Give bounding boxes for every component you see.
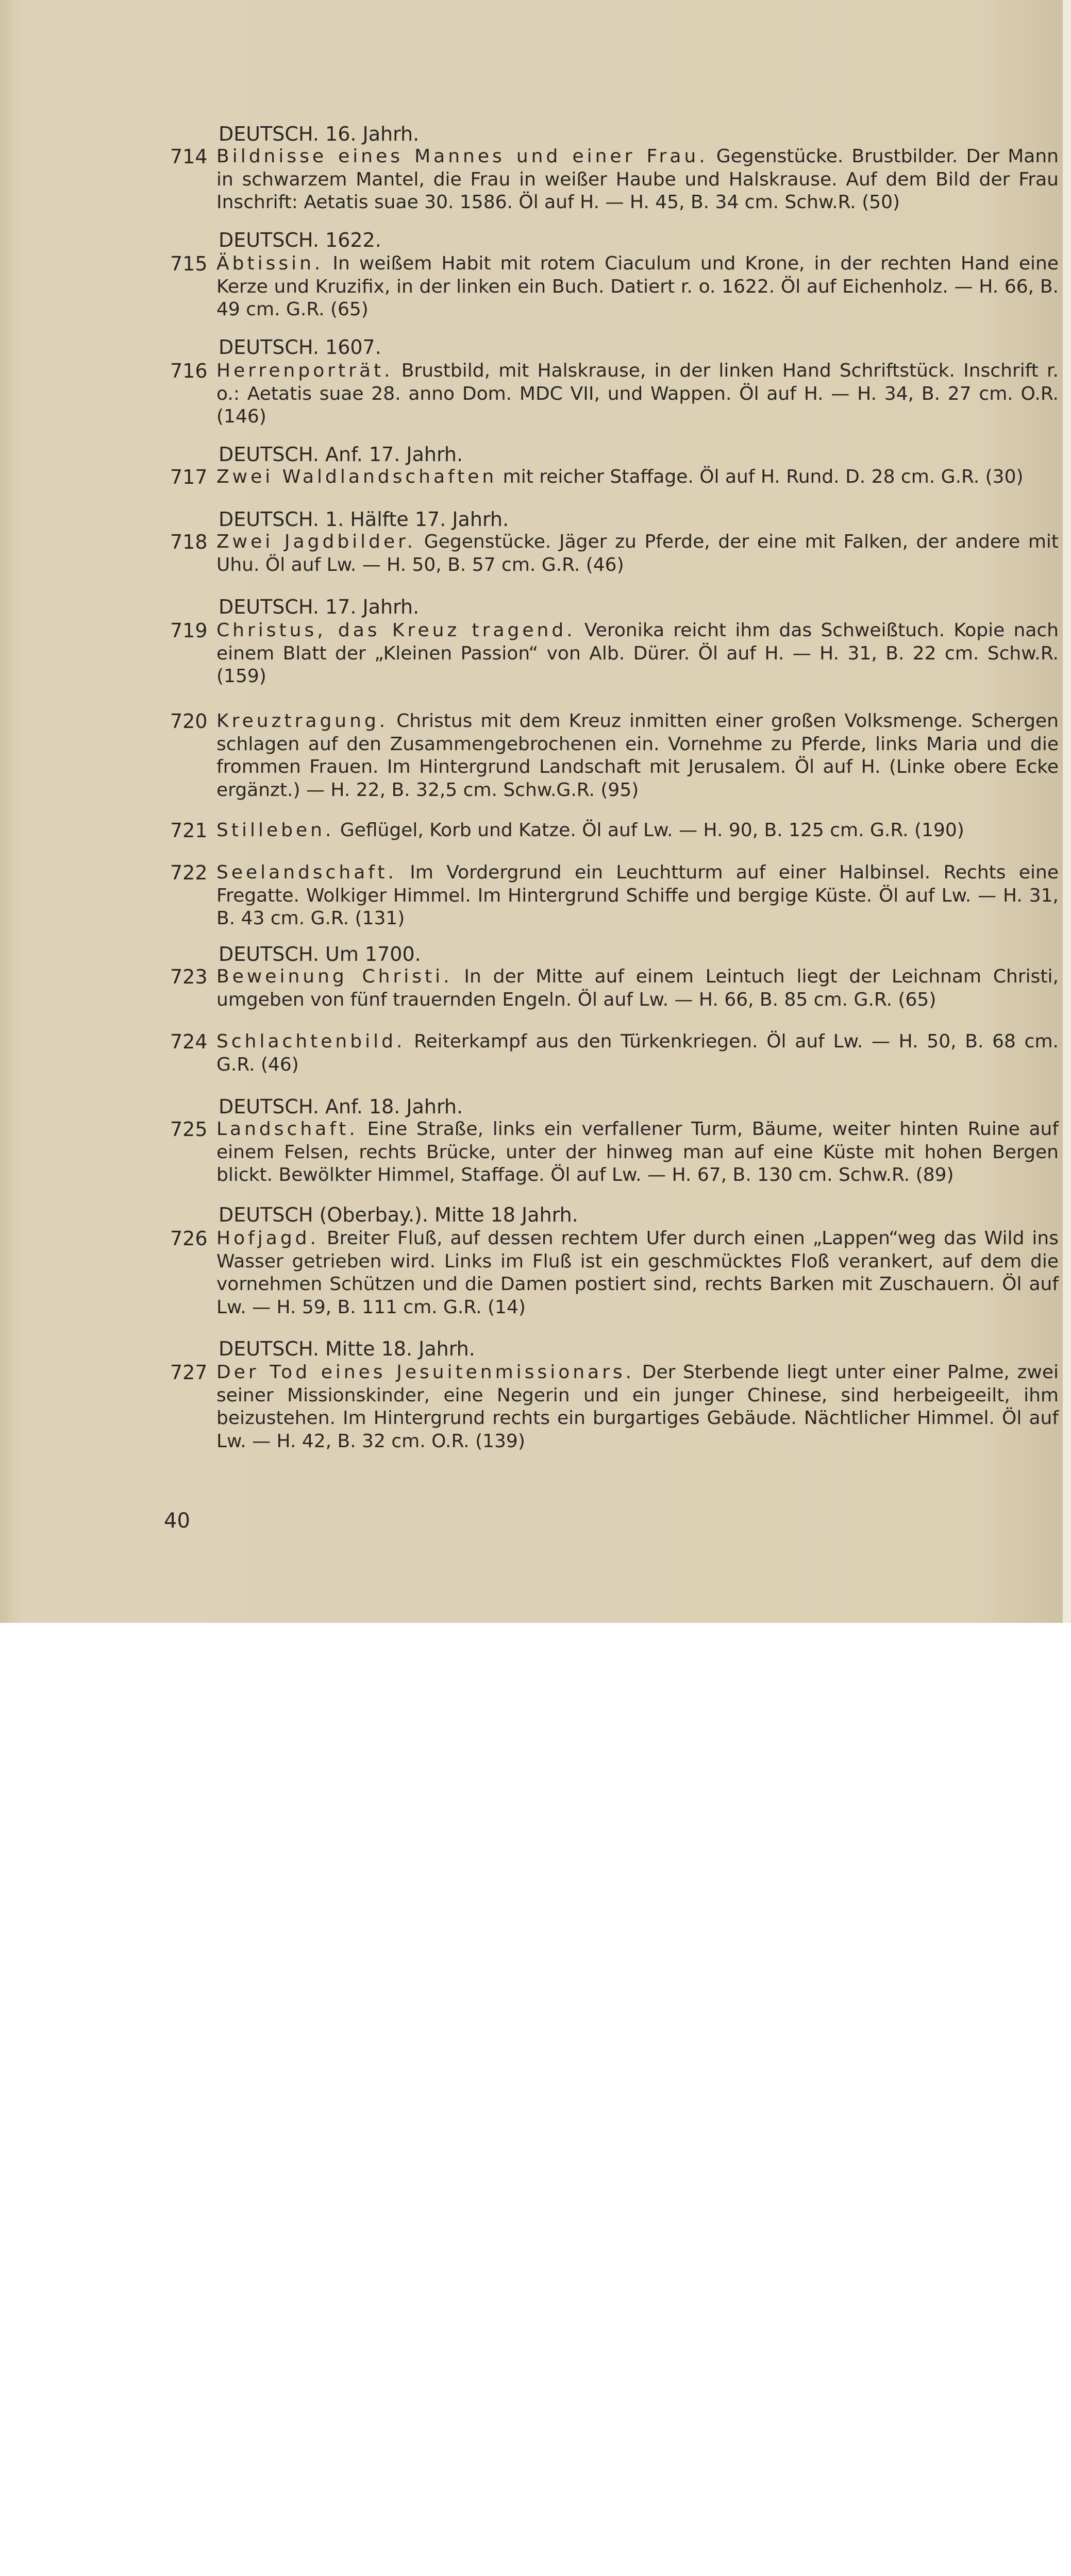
section-heading: DEUTSCH. Um 1700.: [219, 943, 421, 965]
entry-description: Eine Straße, links ein verfallener Turm, Bäume, weiter hinten Ruine auf einem Felsen, rechts Brücke, unter der hinweg man auf eine Küste mit hohen Bergen blickt. Bewölkter Himmel, Staffage. Öl auf Lw. — H. 67, B. 130 cm. Schw.R. (89): [216, 1118, 1059, 1185]
entry-description: Veronika reicht ihm das Schweißtuch. Kopie nach einem Blatt der „Kleinen Passion“ von Alb. Dürer. Öl auf H. — H. 31, B. 22 cm. Schw.R. (159): [216, 620, 1059, 687]
entry-title: Hofjagd.: [216, 1228, 319, 1249]
entry-title: Christus, das Kreuz tragend.: [216, 620, 576, 641]
entry-number: 722: [170, 861, 208, 884]
section-heading: DEUTSCH. 1622.: [219, 229, 381, 251]
entry-description: Reiterkampf aus den Türkenkriegen. Öl auf Lw. — H. 50, B. 68 cm. G.R. (46): [216, 1031, 1059, 1075]
entry-number: 724: [170, 1030, 208, 1053]
section-heading: DEUTSCH. 1. Hälfte 17. Jahrh.: [219, 508, 509, 531]
entry-text: [216, 619, 1059, 688]
entry-number: 720: [170, 710, 208, 733]
entry-description: Christus mit dem Kreuz inmitten einer großen Volksmenge. Schergen schlagen auf den Zusammengebrochenen ein. Vornehme zu Pferde, links Maria und die frommen Frauen. Im Hintergrund Landschaft mit Jerusalem. Öl auf H. (Linke obere Ecke ergänzt.) — H. 22, B. 32,5 cm. Schw.G.R. (95): [216, 710, 1059, 801]
entry-description: Breiter Fluß, auf dessen rechtem Ufer durch einen „Lappen“weg das Wild ins Wasser getrieben wird. Links im Fluß ist ein geschmücktes Floß verankert, auf dem die vornehmen Schützen und die Damen postiert sind, rechts Barken mit Zuschauern. Öl auf Lw. — H. 59, B. 111 cm. G.R. (14): [216, 1228, 1059, 1318]
entry-title: Herrenporträt.: [216, 360, 393, 381]
entry-title: Kreuztragung.: [216, 710, 389, 732]
section-heading: DEUTSCH (Oberbay.). Mitte 18 Jahrh.: [219, 1204, 578, 1226]
entry-description: In weißem Habit mit rotem Ciaculum und Krone, in der rechten Hand eine Kerze und Kruzifix, in der linken ein Buch. Datiert r. o. 1622. Öl auf Eichenholz. — H. 66, B. 49 cm. G.R. (65): [216, 253, 1059, 320]
page-number: 40: [164, 1509, 190, 1533]
entry-text: [216, 965, 1059, 1011]
entry-text: [216, 819, 1059, 842]
entry-number: 725: [170, 1118, 208, 1141]
entry-number: 723: [170, 965, 208, 988]
section-heading: DEUTSCH. 16. Jahrh.: [219, 123, 420, 145]
entry-title: Bildnisse eines Mannes und einer Frau.: [216, 146, 708, 167]
entry-description: mit reicher Staffage. Öl auf H. Rund. D. 28 cm. G.R. (30): [497, 466, 1024, 487]
entry-number: 715: [170, 252, 208, 275]
entry-text: [216, 360, 1059, 429]
entry-number: 717: [170, 466, 208, 488]
entry-text: [216, 145, 1059, 214]
entry-description: Geflügel, Korb und Katze. Öl auf Lw. — H. 90, B. 125 cm. G.R. (190): [334, 820, 964, 841]
footer-bar: [0, 1623, 1071, 1707]
entry-title: Stilleben.: [216, 820, 334, 841]
entry-text: [216, 1118, 1059, 1187]
entry-text: [216, 252, 1059, 321]
entry-description: Gegenstücke. Brustbilder. Der Mann in schwarzem Mantel, die Frau in weißer Haube und Halskrause. Auf dem Bild der Frau Inschrift: Aetatis suae 30. 1586. Öl auf H. — H. 45, B. 34 cm. Schw.R. (50): [216, 146, 1059, 213]
entry-text: [216, 531, 1059, 577]
section-heading: DEUTSCH. 1607.: [219, 336, 381, 359]
entry-number: 719: [170, 619, 208, 642]
section-heading: DEUTSCH. Anf. 18. Jahrh.: [219, 1095, 463, 1118]
entry-number: 718: [170, 531, 208, 553]
entry-number: 727: [170, 1361, 208, 1384]
entry-title: Äbtissin.: [216, 253, 324, 274]
entry-title: Seelandschaft.: [216, 862, 397, 883]
entry-number: 716: [170, 360, 208, 382]
entry-text: [216, 861, 1059, 930]
entry-description: Im Vordergrund ein Leuchtturm auf einer Halbinsel. Rechts eine Fregatte. Wolkiger Himmel. Im Hintergrund Schiffe und bergige Küste. Öl auf Lw. — H. 31, B. 43 cm. G.R. (131): [216, 862, 1059, 929]
entry-title: Zwei Jagdbilder.: [216, 531, 416, 552]
entry-title: Schlachtenbild.: [216, 1031, 406, 1052]
section-heading: DEUTSCH. Mitte 18. Jahrh.: [219, 1337, 475, 1360]
entry-title: Landschaft.: [216, 1118, 358, 1140]
entry-description: Der Sterbende liegt unter einer Palme, zwei seiner Missionskinder, eine Negerin und ein junger Chinese, sind herbeigeeilt, ihm beizustehen. Im Hintergrund rechts ein burgartiges Gebäude. Nächtlicher Himmel. Öl auf Lw. — H. 42, B. 32 cm. O.R. (139): [216, 1362, 1059, 1452]
entry-text: [216, 466, 1059, 489]
entry-text: [216, 1030, 1059, 1076]
entry-text: [216, 710, 1059, 802]
entry-number: 721: [170, 819, 208, 842]
entry-title: Beweinung Christi.: [216, 966, 453, 987]
entry-number: 726: [170, 1227, 208, 1250]
entry-description: Gegenstücke. Jäger zu Pferde, der eine mit Falken, der andere mit Uhu. Öl auf Lw. — H. 50, B. 57 cm. G.R. (46): [216, 531, 1059, 575]
entry-number: 714: [170, 145, 208, 168]
section-heading: DEUTSCH. 17. Jahrh.: [219, 596, 420, 618]
entry-text: [216, 1227, 1059, 1319]
entry-description: In der Mitte auf einem Leintuch liegt der Leichnam Christi, umgeben von fünf trauernden Engeln. Öl auf Lw. — H. 66, B. 85 cm. G.R. (65): [216, 966, 1059, 1010]
entry-description: Brustbild, mit Halskrause, in der linken Hand Schriftstück. Inschrift r. o.: Aetatis suae 28. anno Dom. MDC VII, und Wappen. Öl auf H. — H. 34, B. 27 cm. O.R. (146): [216, 360, 1059, 427]
section-heading: DEUTSCH. Anf. 17. Jahrh.: [219, 443, 463, 466]
entry-title: Der Tod eines Jesuitenmissionars.: [216, 1362, 635, 1383]
entry-text: [216, 1361, 1059, 1453]
entry-title: Zwei Waldlandschaften: [216, 466, 497, 487]
